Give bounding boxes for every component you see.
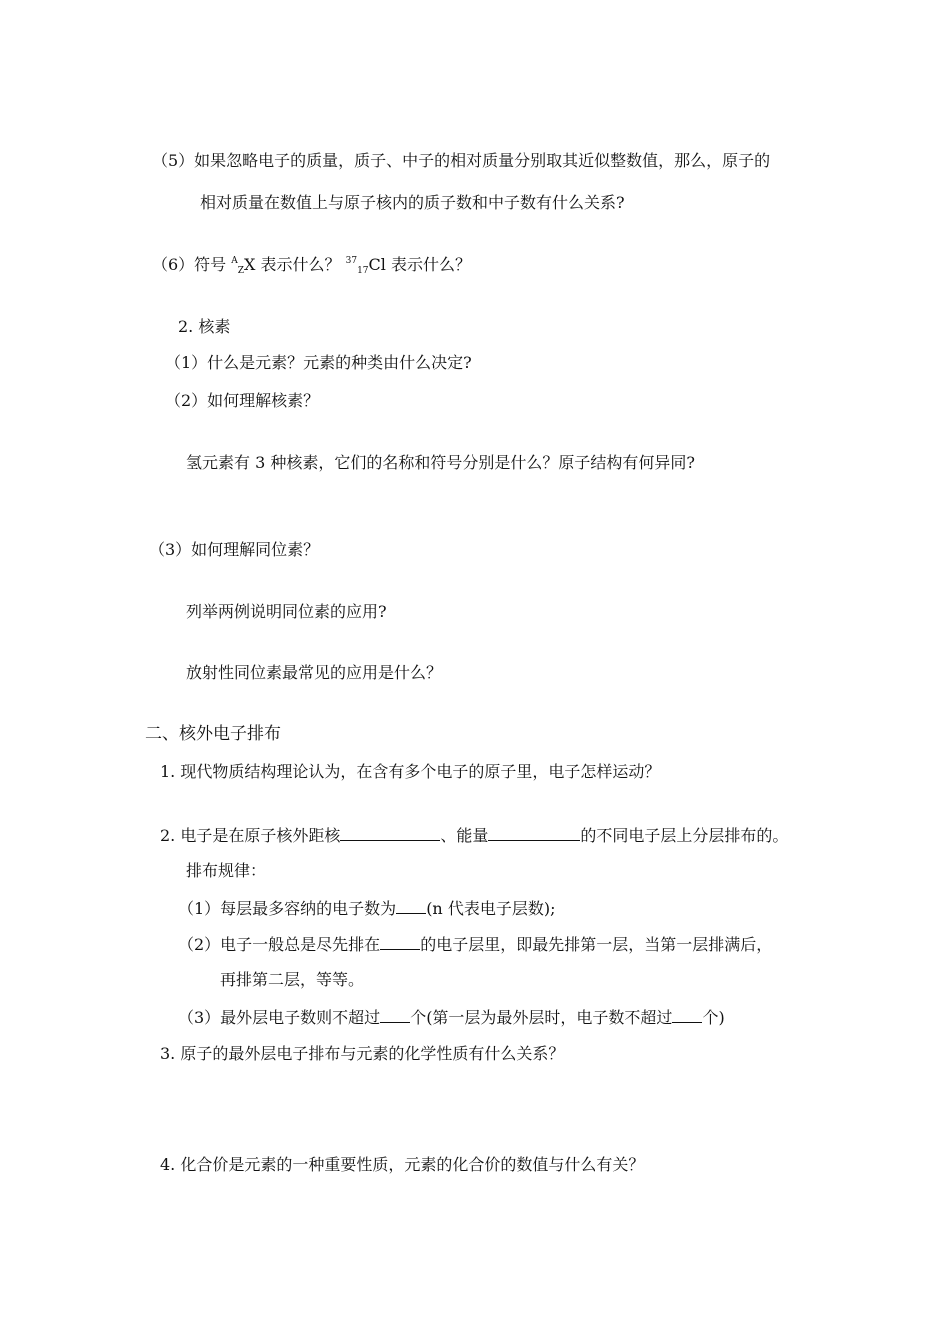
blank-outer-max[interactable] bbox=[380, 1007, 410, 1023]
rule-1 bbox=[178, 898, 555, 919]
section-2-question-2-sub: 氢元素有 3 种核素，它们的名称和符号分别是什么？原子结构有何异同? bbox=[186, 453, 695, 472]
rule-3-text-c: 个) bbox=[702, 1008, 725, 1027]
blank-energy-level[interactable] bbox=[380, 934, 420, 950]
chlorine-element: Cl bbox=[368, 255, 386, 274]
arrangement-rules-label: 排布规律： bbox=[186, 861, 267, 880]
section-2-question-1: （1）什么是元素？元素的种类由什么决定? bbox=[165, 353, 472, 372]
part-2-item-3: 3. 原子的最外层电子排布与元素的化学性质有什么关系？ bbox=[160, 1044, 565, 1063]
rule-2-continuation: 再排第二层，等等。 bbox=[220, 970, 365, 989]
question-6-prefix: （6）符号 bbox=[152, 255, 227, 274]
rule-2 bbox=[178, 934, 772, 955]
question-5-line-1: （5）如果忽略电子的质量，质子、中子的相对质量分别取其近似整数值，那么，原子的 bbox=[152, 151, 771, 170]
question-6 bbox=[152, 255, 471, 275]
rule-2-text-a: （2）电子一般总是尽先排在 bbox=[178, 935, 381, 954]
question-6-mid: 表示什么？ bbox=[255, 255, 346, 274]
nuclide-symbol bbox=[231, 255, 255, 274]
part-2-item-1: 1. 现代物质结构理论认为，在含有多个电子的原子里，电子怎样运动？ bbox=[160, 762, 661, 781]
mass-number-a: A bbox=[231, 256, 238, 266]
rule-1-text-a: （1）每层最多容纳的电子数为 bbox=[178, 899, 397, 918]
part-2-heading: 二、核外电子排布 bbox=[145, 724, 281, 744]
item-2-text-b: 、能量 bbox=[440, 826, 489, 845]
blank-distance[interactable] bbox=[340, 825, 440, 841]
chlorine-symbol bbox=[346, 255, 386, 274]
item-2-text-a: 2. 电子是在原子核外距核 bbox=[160, 826, 341, 845]
rule-3-text-a: （3）最外层电子数则不超过 bbox=[178, 1008, 381, 1027]
rule-2-text-b: 的电子层里，即最先排第一层，当第一层排满后， bbox=[420, 935, 773, 954]
rule-1-text-b: (n 代表电子层数); bbox=[426, 899, 556, 918]
section-2-title: 2. 核素 bbox=[178, 317, 231, 336]
blank-first-shell-max[interactable] bbox=[672, 1007, 702, 1023]
part-2-item-2 bbox=[160, 825, 788, 846]
atomic-number-z: Z bbox=[237, 266, 245, 276]
item-2-text-c: 的不同电子层上分层排布的。 bbox=[580, 826, 789, 845]
section-2-question-2: （2）如何理解核素？ bbox=[165, 391, 320, 410]
section-2-question-3-sub-2: 放射性同位素最常见的应用是什么？ bbox=[186, 663, 443, 682]
element-x: X bbox=[244, 255, 256, 274]
chlorine-mass-number: 37 bbox=[345, 256, 358, 266]
chlorine-atomic-number: 17 bbox=[357, 266, 369, 276]
section-2-question-3: （3）如何理解同位素？ bbox=[149, 540, 320, 559]
rule-3-text-b: 个(第一层为最外层时，电子数不超过 bbox=[410, 1008, 673, 1027]
part-2-item-4: 4. 化合价是元素的一种重要性质，元素的化合价的数值与什么有关？ bbox=[160, 1155, 645, 1174]
blank-max-electrons[interactable] bbox=[396, 898, 426, 914]
section-2-question-3-sub-1: 列举两例说明同位素的应用? bbox=[186, 602, 387, 621]
rule-3 bbox=[178, 1007, 725, 1028]
question-5-line-2: 相对质量在数值上与原子核内的质子数和中子数有什么关系? bbox=[200, 193, 625, 212]
question-6-suffix: 表示什么？ bbox=[385, 255, 471, 274]
blank-energy[interactable] bbox=[488, 825, 580, 841]
